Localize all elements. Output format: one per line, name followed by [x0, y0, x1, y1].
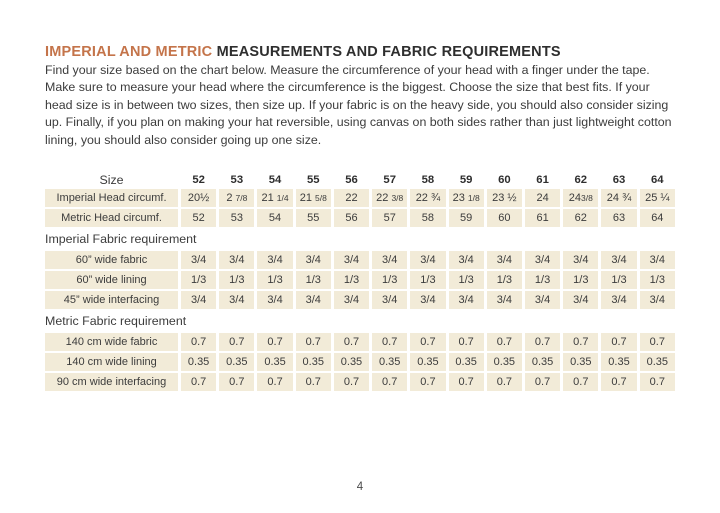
small-fraction: 3/8 — [581, 193, 593, 203]
size-header-cell: 58 — [410, 173, 445, 187]
value-cell: 21 5/8 — [296, 189, 331, 207]
value-cell: 3/4 — [219, 291, 254, 309]
value-cell: 25 ¼ — [640, 189, 675, 207]
value-cell: 243/8 — [563, 189, 598, 207]
value-cell: 24 — [525, 189, 560, 207]
value-cell: 1/3 — [181, 271, 216, 289]
value-cell: 3/4 — [372, 291, 407, 309]
value-cell: 3/4 — [525, 291, 560, 309]
value-cell: 52 — [181, 209, 216, 227]
value-cell: 57 — [372, 209, 407, 227]
table-row — [45, 209, 675, 227]
value-cell: 0.7 — [257, 373, 292, 391]
value-cell: 0.35 — [563, 353, 598, 371]
value-cell: 3/4 — [640, 251, 675, 269]
size-header-cell: 61 — [525, 173, 560, 187]
value-cell: 0.35 — [296, 353, 331, 371]
value-cell: 0.7 — [372, 373, 407, 391]
size-header-cell: 57 — [372, 173, 407, 187]
value-cell: 3/4 — [296, 291, 331, 309]
value-cell: 1/3 — [449, 271, 484, 289]
value-cell: 0.35 — [334, 353, 369, 371]
value-cell: 3/4 — [334, 251, 369, 269]
value-cell: 61 — [525, 209, 560, 227]
value-cell: 20½ — [181, 189, 216, 207]
value-cell: 63 — [601, 209, 636, 227]
value-cell: 3/4 — [563, 251, 598, 269]
row-label: 60” wide fabric — [45, 251, 178, 269]
section-row — [45, 311, 675, 331]
row-label: 60” wide lining — [45, 271, 178, 289]
page-number: 4 — [356, 481, 364, 493]
value-cell: 3/4 — [563, 291, 598, 309]
value-cell: 0.7 — [296, 373, 331, 391]
value-cell: 1/3 — [334, 271, 369, 289]
value-cell: 3/4 — [257, 251, 292, 269]
section-row — [45, 229, 675, 249]
value-cell: 0.35 — [601, 353, 636, 371]
value-cell: 0.7 — [601, 333, 636, 351]
title-rest: MEASUREMENTS AND FABRIC REQUIREMENTS — [212, 44, 561, 60]
value-cell: 0.7 — [410, 373, 445, 391]
value-cell: 0.7 — [257, 333, 292, 351]
size-header-cell: 63 — [601, 173, 636, 187]
value-cell: 3/4 — [296, 251, 331, 269]
table-row — [45, 189, 675, 207]
page-title — [45, 44, 561, 60]
value-cell: 3/4 — [601, 291, 636, 309]
value-cell: 0.7 — [640, 333, 675, 351]
value-cell: 60 — [487, 209, 522, 227]
row-label: 140 cm wide fabric — [45, 333, 178, 351]
value-cell: 1/3 — [410, 271, 445, 289]
value-cell: 0.7 — [487, 333, 522, 351]
size-header-cell: 56 — [334, 173, 369, 187]
value-cell: 3/4 — [334, 291, 369, 309]
value-cell: 58 — [410, 209, 445, 227]
row-label: 140 cm wide lining — [45, 353, 178, 371]
value-cell: 0.7 — [219, 373, 254, 391]
title-accent: IMPERIAL AND METRIC — [45, 44, 213, 60]
value-cell: 0.35 — [410, 353, 445, 371]
value-cell: 0.7 — [563, 333, 598, 351]
value-cell: 55 — [296, 209, 331, 227]
intro-paragraph: Find your size based on the chart below. Measure the circumference of your head with a finger under the tape. Make sure to measure your head where the circumference is the biggest. Choose the size that best fits. If your head size is in between two sizes, then size up. If your fabric is on the heavy side, you should also consider sizing up. Finally, if you plan on making your hat reversible, using canvas on both sides rather than just lightweight cotton lining, you should also consider going up one size. — [45, 63, 672, 147]
value-cell: 56 — [334, 209, 369, 227]
value-cell: 3/4 — [257, 291, 292, 309]
table-row — [45, 271, 675, 289]
value-cell: 22 3/8 — [372, 189, 407, 207]
value-cell: 2 7/8 — [219, 189, 254, 207]
size-header-cell: 55 — [296, 173, 331, 187]
value-cell: 24 ¾ — [601, 189, 636, 207]
value-cell: 0.7 — [601, 373, 636, 391]
value-cell: 0.7 — [487, 373, 522, 391]
size-header-cell: 52 — [181, 173, 216, 187]
value-cell: 0.35 — [181, 353, 216, 371]
value-cell: 0.7 — [334, 373, 369, 391]
value-cell: 1/3 — [640, 271, 675, 289]
value-cell: 22 — [334, 189, 369, 207]
row-label: 90 cm wide interfacing — [45, 373, 178, 391]
value-cell: 3/4 — [181, 291, 216, 309]
value-cell: 0.7 — [449, 333, 484, 351]
value-cell: 3/4 — [487, 251, 522, 269]
value-cell: 3/4 — [410, 251, 445, 269]
value-cell: 3/4 — [449, 291, 484, 309]
value-cell: 3/4 — [181, 251, 216, 269]
value-cell: 0.7 — [525, 333, 560, 351]
value-cell: 59 — [449, 209, 484, 227]
table-row — [45, 251, 675, 269]
value-cell: 0.7 — [449, 373, 484, 391]
value-cell: 0.7 — [181, 333, 216, 351]
value-cell: 1/3 — [601, 271, 636, 289]
value-cell: 0.35 — [487, 353, 522, 371]
small-fraction: 1/8 — [467, 193, 480, 203]
value-cell: 0.35 — [525, 353, 560, 371]
value-cell: 1/3 — [372, 271, 407, 289]
value-cell: 0.35 — [257, 353, 292, 371]
value-cell: 0.7 — [334, 333, 369, 351]
section-label: Imperial Fabric requirement — [45, 229, 675, 249]
size-header-cell: 60 — [487, 173, 522, 187]
value-cell: 64 — [640, 209, 675, 227]
value-cell: 3/4 — [601, 251, 636, 269]
value-cell: 1/3 — [296, 271, 331, 289]
value-cell: 0.7 — [372, 333, 407, 351]
value-cell: 1/3 — [563, 271, 598, 289]
small-fraction: 5/8 — [315, 193, 327, 203]
value-cell: 0.7 — [181, 373, 216, 391]
size-header-cell: 59 — [449, 173, 484, 187]
value-cell: 0.35 — [449, 353, 484, 371]
value-cell: 0.7 — [296, 333, 331, 351]
value-cell: 23 ½ — [487, 189, 522, 207]
size-header-cell: 54 — [257, 173, 292, 187]
size-header-cell: 53 — [219, 173, 254, 187]
value-cell: 23 1/8 — [449, 189, 484, 207]
value-cell: 1/3 — [257, 271, 292, 289]
size-header-row — [45, 173, 675, 187]
table-row — [45, 353, 675, 371]
value-cell: 1/3 — [219, 271, 254, 289]
value-cell: 1/3 — [487, 271, 522, 289]
value-cell: 3/4 — [449, 251, 484, 269]
section-label: Metric Fabric requirement — [45, 311, 675, 331]
value-cell: 0.7 — [640, 373, 675, 391]
value-cell: 53 — [219, 209, 254, 227]
value-cell: 0.7 — [410, 333, 445, 351]
table-row — [45, 333, 675, 351]
size-header-cell: 64 — [640, 173, 675, 187]
table-row — [45, 373, 675, 391]
row-label: 45” wide interfacing — [45, 291, 178, 309]
value-cell: 22 ¾ — [410, 189, 445, 207]
value-cell: 3/4 — [487, 291, 522, 309]
table-row — [45, 291, 675, 309]
value-cell: 0.7 — [525, 373, 560, 391]
value-cell: 1/3 — [525, 271, 560, 289]
row-label: Imperial Head circumf. — [45, 189, 178, 207]
value-cell: 21 1/4 — [257, 189, 292, 207]
value-cell: 3/4 — [640, 291, 675, 309]
value-cell: 3/4 — [372, 251, 407, 269]
value-cell: 54 — [257, 209, 292, 227]
small-fraction: 7/8 — [235, 193, 248, 203]
value-cell: 0.7 — [563, 373, 598, 391]
row-label: Metric Head circumf. — [45, 209, 178, 227]
small-fraction: 1/4 — [276, 193, 289, 203]
value-cell: 0.35 — [640, 353, 675, 371]
value-cell: 0.35 — [372, 353, 407, 371]
value-cell: 3/4 — [410, 291, 445, 309]
measurements-table — [42, 171, 678, 393]
value-cell: 3/4 — [219, 251, 254, 269]
small-fraction: 3/8 — [391, 193, 404, 203]
value-cell: 3/4 — [525, 251, 560, 269]
value-cell: 0.7 — [219, 333, 254, 351]
size-header-cell: 62 — [563, 173, 598, 187]
size-header-label: Size — [45, 173, 178, 187]
value-cell: 0.35 — [219, 353, 254, 371]
value-cell: 62 — [563, 209, 598, 227]
